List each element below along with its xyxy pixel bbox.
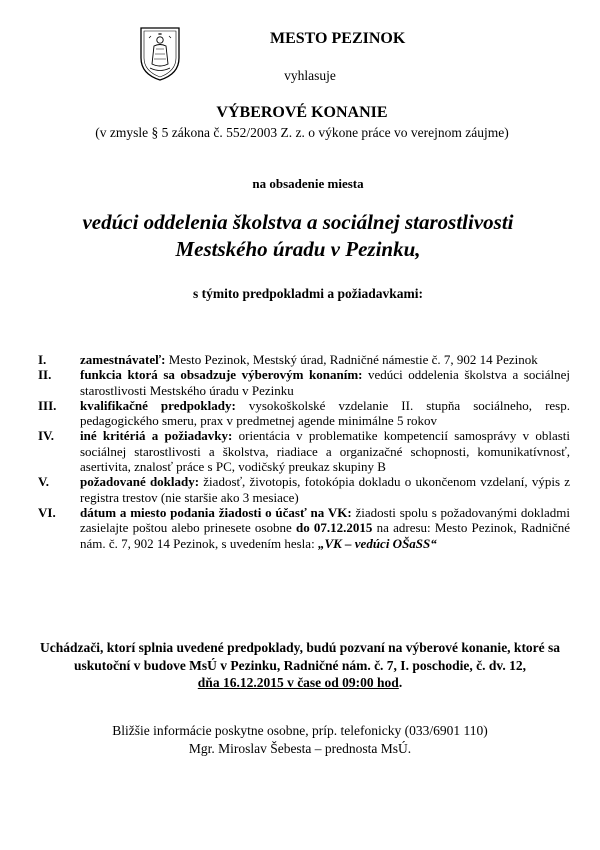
item-label: iné kritériá a požiadavky: [80, 428, 233, 444]
organization-name: MESTO PEZINOK [270, 30, 406, 47]
interview-date: dňa 16.12.2015 v čase od 09:00 hod [197, 675, 399, 690]
list-item [38, 505, 570, 551]
item-label: dátum a miesto podania žiadosti o účasť na VK: [80, 504, 352, 520]
item-number: III. [38, 397, 57, 413]
list-item [38, 428, 570, 474]
item-text: žiadosti spolu s požadovanými dokladmi zasielajte poštou alebo prinesete osobne [80, 504, 570, 536]
contact-line-1: Bližšie informácie poskytne osobne, príp. telefonicky (033/6901 110) [112, 723, 488, 738]
item-label: zamestnávateľ: [80, 352, 166, 367]
item-text: orientácia v problematike kompetencií samosprávy v oblasti sociálnej starostlivosti a školstva, riadiace a organizačné schopnosti, komunikatívnosť, asertivita, znalosť práce s PC, vodičský preukaz skupiny B [80, 428, 570, 475]
prerequisites-intro: s týmito predpokladmi a požiadavkami: [192, 286, 424, 301]
application-password: „VK – vedúci OŠaSS“ [317, 535, 437, 551]
item-text: vysokoškolské vzdelanie II. stupňa sociálneho, resp. pedagogického smeru, prax v predmetnej agende minimálne 5 rokov [80, 397, 570, 429]
legal-basis: (v zmysle § 5 zákona č. 552/2003 Z. z. o výkone práce vo verejnom záujme) [95, 125, 509, 140]
list-item [38, 474, 570, 505]
item-text-address: na adresu: Mesto Pezinok, Radničné nám. č. 7, 902 14 Pezinok, s uvedením hesla: [80, 520, 570, 551]
item-text: vedúci oddelenia školstva a sociálnej starostlivosti Mestského úradu v Pezinku [80, 367, 570, 398]
interview-date-end: . [398, 675, 403, 690]
contact-line-2: Mgr. Miroslav Šebesta – prednosta MsÚ. [188, 741, 412, 756]
item-label: funkcia ktorá sa obsadzuje výberovým konaním: [80, 367, 363, 383]
candidates-text: Uchádzači, ktorí splnia uvedené predpoklady, budú pozvaní na výberové konanie, ktoré sa uskutoční v budove MsÚ v Pezinku, Radničné nám. č. 7, I. poschodie, č. dv. 12, [39, 640, 561, 673]
item-label: požadované doklady: [80, 474, 200, 490]
item-text: Mesto Pezinok, Mestský úrad, Radničné námestie č. 7, 902 14 Pezinok [165, 352, 538, 367]
requirements-list [38, 352, 570, 551]
announces-text: vyhlasuje [284, 68, 336, 83]
position-title-line2: Mestského úradu v Pezinku, [175, 237, 421, 261]
item-number: IV. [38, 428, 55, 444]
item-number: II. [38, 367, 52, 383]
item-number: VI. [38, 504, 56, 520]
position-title [0, 209, 598, 263]
deadline-date: do 07.12.2015 [295, 520, 373, 536]
item-number: I. [38, 352, 47, 367]
position-title-line1: vedúci oddelenia školstva a sociálnej starostlivosti [82, 210, 514, 234]
for-position-text: na obsadenie miesta [252, 176, 364, 191]
item-number: V. [38, 474, 49, 490]
item-text: žiadosť, životopis, fotokópia dokladu o ukončenom vzdelaní, výpis z registra trestov (nie staršie ako 3 mesiace) [80, 474, 570, 505]
list-item [38, 398, 570, 429]
page-title: VÝBEROVÉ KONANIE [216, 104, 388, 121]
list-item [38, 352, 570, 367]
candidates-notice [14, 639, 586, 692]
item-label: kvalifikačné predpoklady: [80, 397, 236, 413]
list-item [38, 367, 570, 398]
contact-info [0, 722, 600, 758]
